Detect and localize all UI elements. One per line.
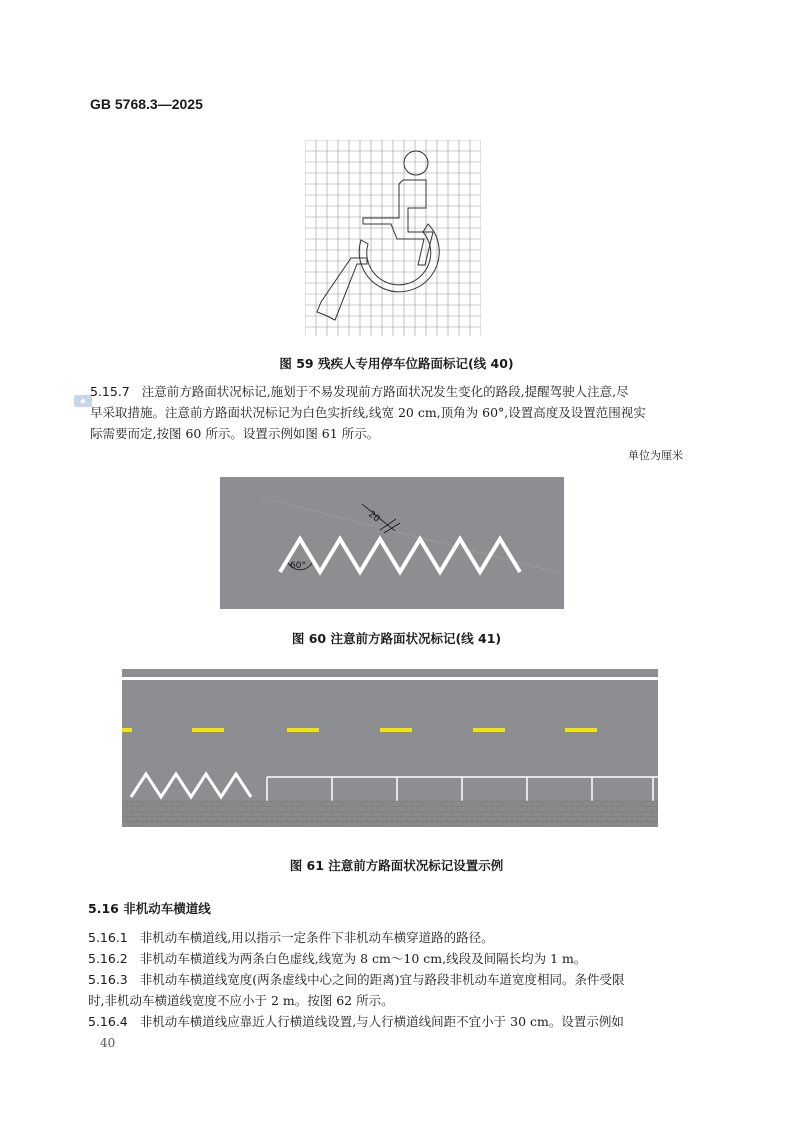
zigzag-marking-figure — [220, 477, 564, 609]
wheelchair-head-icon — [404, 151, 428, 175]
clause-number: 5.16.2 — [88, 951, 128, 966]
section-title: 5.16 非机动车横道线 — [88, 901, 211, 916]
document-header: GB 5768.3—2025 — [90, 96, 203, 112]
disabled-parking-symbol-figure — [305, 140, 481, 336]
clause-line: 注意前方路面状况标记,施划于不易发现前方路面状况发生变化的路段,提醒驾驶人注意,尽 — [141, 384, 629, 399]
figure-61-caption: 图 61 注意前方路面状况标记设置示例 — [289, 858, 504, 873]
clause-line: 早采取措施。注意前方路面状况标记为白色实折线,线宽 20 cm,顶角为 60°,设置高度及设置范围视实 — [90, 405, 646, 420]
watermark-badge: ◆ — [74, 395, 92, 407]
clause-text: 非机动车横道线为两条白色虚线,线宽为 8 cm～10 cm,线段及间隔长均为 1 m。 — [139, 951, 587, 966]
road-surface — [220, 477, 564, 609]
clause-number: 5.16.4 — [88, 1014, 128, 1029]
clause-text: 时,非机动车横道线宽度不应小于 2 m。按图 62 所示。 — [88, 993, 394, 1008]
clause-text: 非机动车横道线宽度(两条虚线中心之间的距离)宜与路段非机动车道宽度相同。条件受限 — [139, 972, 625, 987]
clause-number: 5.15.7 — [90, 384, 130, 399]
clause-text: 非机动车横道线,用以指示一定条件下非机动车横穿道路的路径。 — [139, 930, 494, 945]
clause-number: 5.16.1 — [88, 930, 128, 945]
clause-text: 非机动车横道线应靠近人行横道线设置,与人行横道线间距不宜小于 30 cm。设置示例如 — [139, 1014, 624, 1029]
clause-line: 际需要而定,按图 60 所示。设置示例如图 61 所示。 — [90, 426, 380, 441]
clauses-5-16 — [88, 927, 624, 1032]
figure-60-caption: 图 60 注意前方路面状况标记(线 41) — [291, 631, 502, 646]
wheelchair-leg-icon — [317, 258, 367, 320]
page-number: 40 — [100, 1036, 116, 1050]
wheelchair-body-icon — [363, 180, 433, 265]
sidewalk — [122, 801, 658, 827]
figure-59-caption: 图 59 残疾人专用停车位路面标记(线 40) — [279, 356, 514, 371]
angle-label: 60° — [290, 561, 306, 571]
road-edge-line — [122, 677, 658, 680]
clause-5-15-7 — [90, 381, 646, 444]
unit-note: 单位为厘米 — [628, 449, 683, 462]
road-example-figure — [122, 669, 658, 827]
clause-number: 5.16.3 — [88, 972, 128, 987]
dimension-label: 20 — [366, 509, 382, 525]
